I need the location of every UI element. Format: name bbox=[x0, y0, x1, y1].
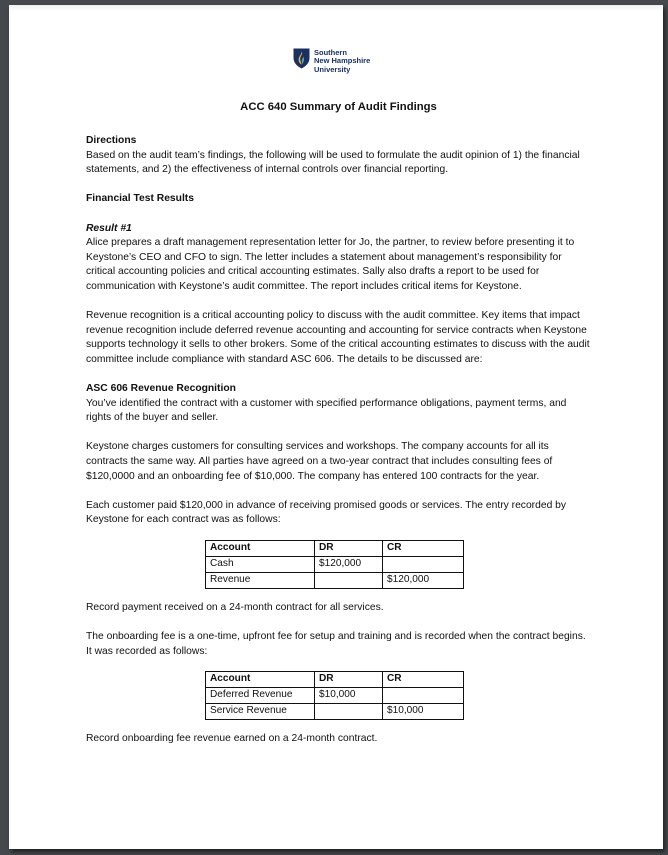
financial-test-results-heading: Financial Test Results bbox=[86, 193, 194, 205]
cell-dr bbox=[315, 704, 383, 720]
table-header-row bbox=[206, 672, 464, 688]
snhu-logo bbox=[293, 48, 370, 74]
header-account: Account bbox=[206, 541, 315, 557]
table-row bbox=[206, 573, 464, 589]
cell-dr: $120,000 bbox=[315, 557, 383, 573]
header-cr: CR bbox=[383, 672, 464, 688]
table-2-caption: Record onboarding fee revenue earned on a 24-month contract. bbox=[86, 733, 378, 745]
logo-line-1: Southern bbox=[314, 48, 347, 57]
cell-account: Cash bbox=[206, 557, 315, 573]
table-row bbox=[206, 557, 464, 573]
asc606-heading: ASC 606 Revenue Recognition bbox=[86, 383, 236, 395]
directions-text: Based on the audit team’s findings, the following will be used to formulate the audit opinion of 1) the financial statements, and 2) the effectiveness of internal controls over financial reporting. bbox=[86, 149, 580, 176]
table-row bbox=[206, 704, 464, 720]
logo-wordmark bbox=[314, 49, 370, 74]
cell-account: Revenue bbox=[206, 573, 315, 589]
document-title: ACC 640 Summary of Audit Findings bbox=[240, 101, 437, 113]
table-1-caption: Record payment received on a 24-month contract for all services. bbox=[86, 602, 384, 614]
cell-dr: $10,000 bbox=[315, 688, 383, 704]
shield-flame-icon bbox=[293, 48, 310, 69]
header-cr: CR bbox=[383, 541, 464, 557]
logo-line-3: University bbox=[314, 64, 351, 74]
document-body bbox=[86, 100, 591, 747]
journal-entry-table-1 bbox=[205, 540, 464, 589]
table-header-row bbox=[206, 541, 464, 557]
result-1-paragraph-1: Alice prepares a draft management representation letter for Jo, the partner, to review before presenting it to Keystone’s CEO and CFO to sign. The letter includes a statement about management’s responsibility for critical accounting policies and critical accounting estimates. Sally also drafts a report to be used for communication with Keystone’s audit committee. The report includes critical items for Keystone. bbox=[86, 237, 575, 292]
header-dr: DR bbox=[315, 672, 383, 688]
page-top-shadow bbox=[9, 5, 663, 11]
cell-account: Deferred Revenue bbox=[206, 688, 315, 704]
document-page bbox=[9, 5, 663, 849]
asc606-paragraph-1: You’ve identified the contract with a customer with specified performance obligations, payment terms, and rights of the buyer and seller. bbox=[86, 397, 567, 424]
cell-cr bbox=[383, 557, 464, 573]
header-account: Account bbox=[206, 672, 315, 688]
cell-cr: $10,000 bbox=[383, 704, 464, 720]
result-1-heading: Result #1 bbox=[86, 222, 132, 234]
cell-cr: $120,000 bbox=[383, 573, 464, 589]
logo-line-2: New Hampshire bbox=[314, 56, 371, 66]
result-1-paragraph-2: Revenue recognition is a critical accounting policy to discuss with the audit committee. Key items that impact revenue recognition include deferred revenue accounting and accounting for service contracts when Keystone supports technology it sells to other brokers. Some of the critical accounting estimates to discuss with the audit committee include compliance with standard ASC 606. The details to be discussed are: bbox=[86, 310, 590, 365]
cell-dr bbox=[315, 573, 383, 589]
table-row bbox=[206, 688, 464, 704]
journal-entry-table-2 bbox=[205, 671, 464, 720]
asc606-paragraph-4: The onboarding fee is a one-time, upfront fee for setup and training and is recorded when the contract begins. It was recorded as follows: bbox=[86, 631, 586, 657]
asc606-paragraph-2: Keystone charges customers for consulting services and workshops. The company accounts for all its contracts the same way. All parties have agreed on a two-year contract that includes consulting fees of $120,0000 and an onboarding fee of $10,000. The company has entered 100 contracts for the year. bbox=[86, 441, 553, 482]
header-dr: DR bbox=[315, 541, 383, 557]
directions-heading: Directions bbox=[86, 135, 137, 146]
cell-cr bbox=[383, 688, 464, 704]
cell-account: Service Revenue bbox=[206, 704, 315, 720]
asc606-paragraph-3: Each customer paid $120,000 in advance of receiving promised goods or services. The entry recorded by Keystone for each contract was as follows: bbox=[86, 499, 567, 526]
